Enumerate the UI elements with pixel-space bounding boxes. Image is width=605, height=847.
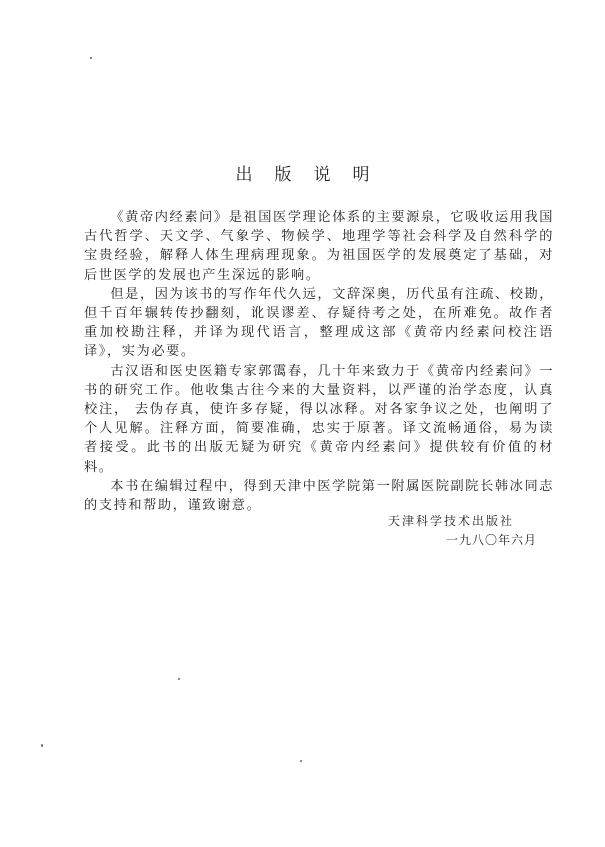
paragraph-1: 《黄帝内经素问》是祖国医学理论体系的主要源泉，它吸收运用我国古代哲学、天文学、气象学、物候学、地理学等社会科学及自然科学的宝贵经验，解释人体生理病理现象。为祖国医学的发展奠定了基础，对后世医学的发展也产生深远的影响。 xyxy=(84,210,555,283)
paragraph-3: 古汉语和医史医籍专家郭霭春，几十年来致力于《黄帝内经素问》一书的研究工作。他收集古往今来的大量资料，以严谨的治学态度，认真校注， 去伪存真，使许多存疑，得以冰释。对各家争议之处，也阐明了个人见解。注释方面，简要准确，忠实于原著。译文流畅通俗，易为读者接受。此书的出版无疑为研究《黄帝内经素问》提供较有价值的材料。 xyxy=(84,363,555,475)
signature-block xyxy=(388,512,558,550)
body-text xyxy=(84,208,554,515)
publisher-name: 天津科学技术出版社 xyxy=(388,514,515,528)
scan-speck xyxy=(300,760,302,762)
paragraph-2: 但是，因为该书的写作年代久远，文辞深奥，历代虽有注疏、校勘，但千百年辗转传抄翻刻，讹误谬差、存疑待考之处，在所难免。故作者重加校勘注释，并译为现代语言，整理成这部《黄帝内经素问校注语译》，实为必要。 xyxy=(84,286,555,360)
scan-speck xyxy=(90,57,92,59)
scan-speck xyxy=(41,744,43,747)
page-title: 出版说明 xyxy=(235,165,392,185)
paragraph-4: 本书在编辑过程中，得到天津中医学院第一附属医院副院长韩冰同志的支持和帮助，谨致谢意。 xyxy=(84,478,555,514)
scan-speck xyxy=(178,678,180,680)
publication-date: 一九八〇年六月 xyxy=(446,533,538,547)
